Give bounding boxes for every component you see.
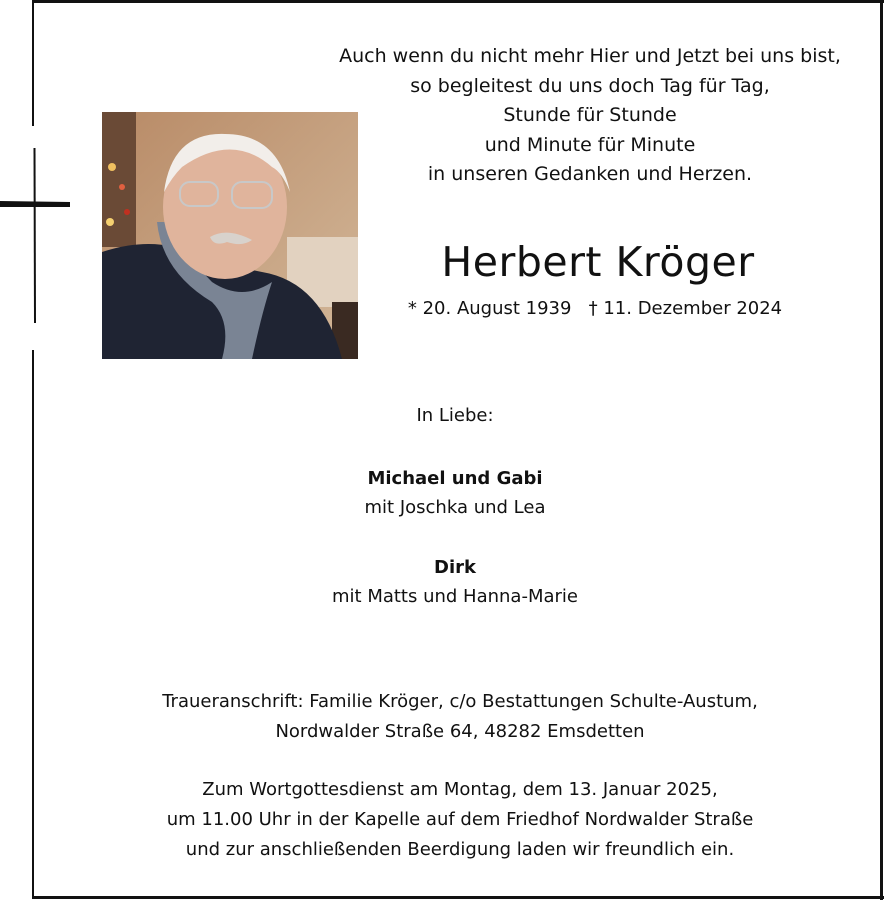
life-dates: * 20. August 1939 † 11. Dezember 2024 [407,298,783,319]
poem-line: Stunde für Stunde [503,104,677,126]
memorial-poem [320,42,860,190]
address-line: Nordwalder Straße 64, 48282 Emsdetten [275,721,645,742]
service-line: und zur anschließenden Beerdigung laden wir freundlich ein. [185,839,735,860]
mourners-intro: In Liebe: [416,405,494,426]
mourner-family [240,553,670,611]
frame-border-left-upper [32,0,34,126]
poem-line: so begleitest du uns doch Tag für Tag, [410,74,770,97]
frame-border-bottom [32,896,884,899]
funeral-service-info [100,775,820,865]
mourner-name: Michael und Gabi [367,468,543,489]
frame-border-right [880,0,883,900]
service-line: um 11.00 Uhr in der Kapelle auf dem Friedhof Nordwalder Straße [166,809,754,830]
service-line: Zum Wortgottesdienst am Montag, dem 13. Januar 2025, [202,779,718,800]
cross-icon [0,145,72,325]
poem-line: in unseren Gedanken und Herzen. [427,163,753,185]
mourner-name: Dirk [434,557,476,578]
frame-border-left-lower [32,350,34,898]
address-line: Traueranschrift: Familie Kröger, c/o Bestattungen Schulte-Austum, [162,691,758,712]
poem-line: Auch wenn du nicht mehr Hier und Jetzt bei uns bist, [339,45,841,67]
deceased-name: Herbert Kröger [441,238,755,286]
poem-line: und Minute für Minute [484,133,696,156]
frame-border-top [32,0,884,3]
mourner-children: mit Matts und Hanna-Marie [332,586,578,607]
mourner-children: mit Joschka und Lea [364,497,546,518]
mourner-family [240,464,670,522]
condolence-address [100,687,820,747]
